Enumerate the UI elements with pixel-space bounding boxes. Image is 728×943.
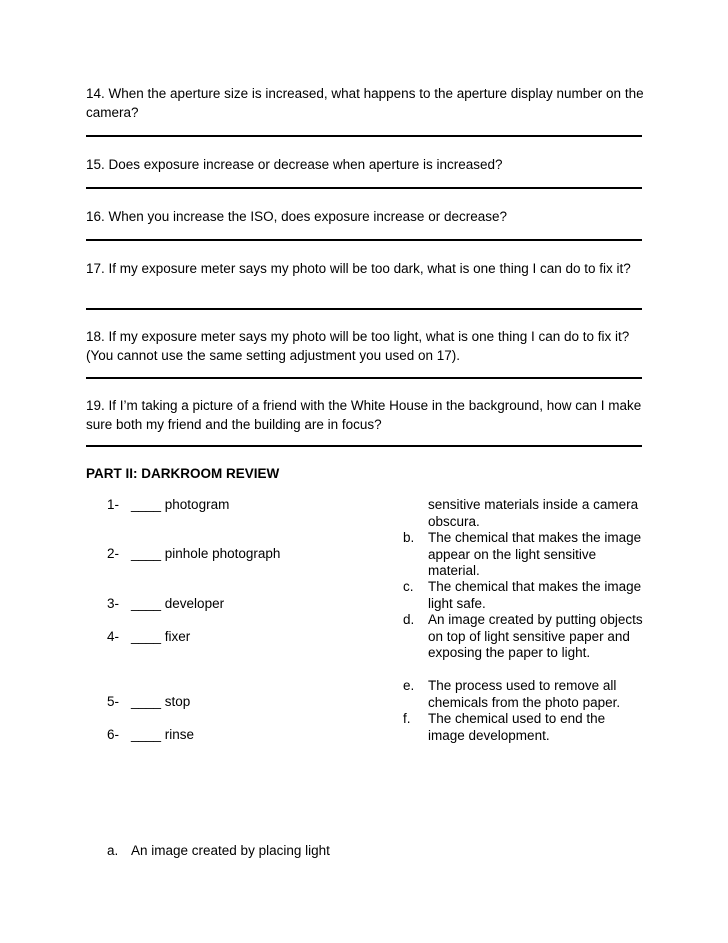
question-14: 14. When the aperture size is increased, what happens to the aperture display number on the camera?: [86, 86, 644, 120]
match-item-text: ____ photogram: [131, 497, 230, 512]
match-item-number: 4-: [107, 629, 120, 644]
definition-letter: d.: [403, 612, 415, 627]
match-item-4: [107, 629, 190, 644]
match-item-number: 6-: [107, 727, 120, 742]
part-2-heading: PART II: DARKROOM REVIEW: [86, 466, 280, 481]
definition-text: sensitive materials inside a camera obscura.: [428, 497, 639, 529]
definition-text: An image created by putting objects on top of light sensitive paper and exposing the paper to light.: [428, 612, 643, 660]
definition-letter: e.: [403, 678, 415, 693]
definition-text: The chemical used to end the image development.: [428, 711, 606, 743]
match-item-1: [107, 497, 229, 512]
match-item-text: ____ fixer: [131, 629, 191, 644]
definition-text: The chemical that makes the image appear on the light sensitive material.: [428, 530, 642, 578]
definition-text: The chemical that makes the image light safe.: [428, 579, 642, 611]
definition-text: An image created by placing light: [131, 843, 330, 858]
match-item-text: ____ stop: [131, 694, 191, 709]
answer-line-17: [86, 308, 642, 310]
answer-line-19: [86, 445, 642, 447]
match-item-number: 1-: [107, 497, 120, 512]
question-19: 19. If I’m taking a picture of a friend with the White House in the background, how can I make sure both my friend and the building are in focus?: [86, 398, 642, 432]
definition-a-start: [107, 843, 330, 858]
answer-line-15: [86, 187, 642, 189]
match-item-2: [107, 546, 280, 561]
question-16: 16. When you increase the ISO, does exposure increase or decrease?: [86, 209, 507, 224]
answer-line-16: [86, 239, 642, 241]
match-item-text: ____ developer: [131, 596, 225, 611]
match-item-6: [107, 727, 194, 742]
definition-letter: a.: [107, 843, 119, 858]
match-item-3: [107, 596, 224, 611]
match-item-5: [107, 694, 190, 709]
question-15: 15. Does exposure increase or decrease when aperture is increased?: [86, 157, 503, 172]
definition-letter: c.: [403, 579, 414, 594]
question-18: 18. If my exposure meter says my photo will be too light, what is one thing I can do to fix it? (You cannot use the same setting adjustment you used on 17).: [86, 329, 630, 363]
definition-letter: f.: [403, 711, 411, 726]
match-item-number: 2-: [107, 546, 120, 561]
answer-line-14: [86, 135, 642, 137]
match-item-number: 5-: [107, 694, 120, 709]
match-item-number: 3-: [107, 596, 120, 611]
match-item-text: ____ rinse: [131, 727, 195, 742]
question-17: 17. If my exposure meter says my photo will be too dark, what is one thing I can do to fix it?: [86, 261, 631, 276]
match-item-text: ____ pinhole photograph: [131, 546, 281, 561]
definition-text: The process used to remove all chemicals from the photo paper.: [428, 678, 621, 710]
definition-letter: b.: [403, 530, 415, 545]
answer-line-18: [86, 377, 642, 379]
